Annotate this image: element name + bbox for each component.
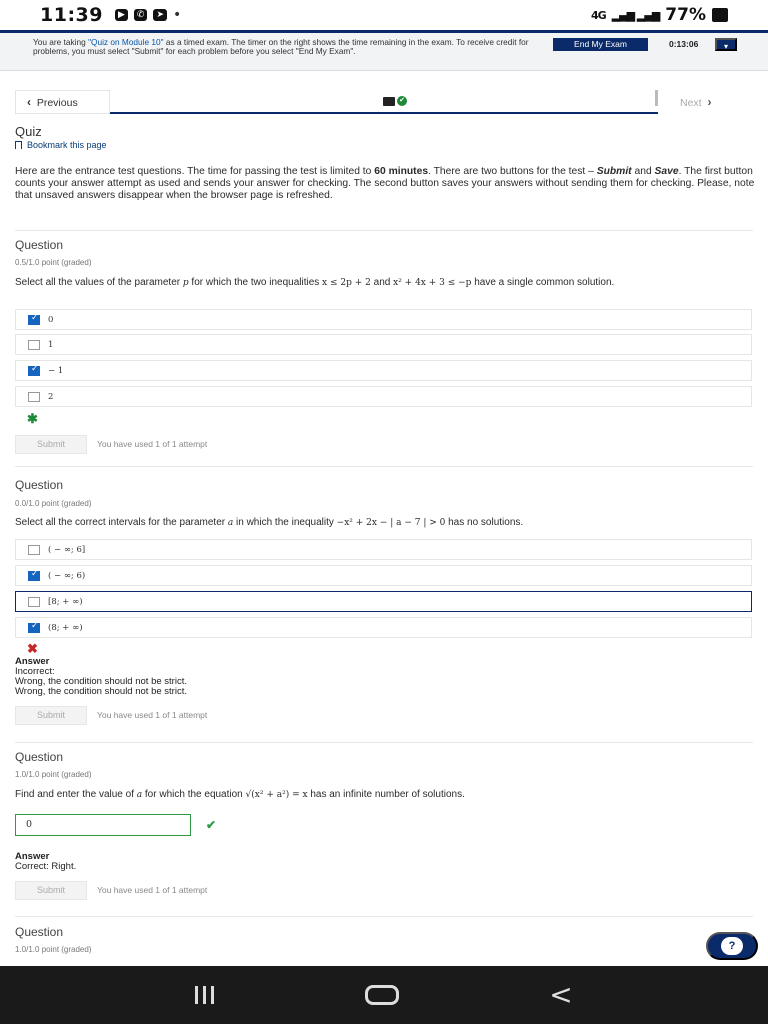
timed-exam-message — [33, 38, 538, 55]
sequence-tab-active[interactable] — [110, 88, 658, 114]
correct-check-icon: ✔ — [206, 818, 217, 832]
time-remaining: 0:13:06 — [669, 39, 699, 49]
device-status-bar — [0, 0, 768, 30]
q2-option-2[interactable] — [15, 591, 752, 612]
battery-icon — [712, 8, 728, 22]
q2-option-3[interactable] — [15, 617, 752, 638]
partially-correct-icon: ✱ — [27, 411, 38, 426]
exam-link[interactable]: "Quiz on Module 10" — [88, 37, 164, 47]
question-2-title: Question — [15, 478, 64, 492]
option-label: ( − ∞; 6) — [48, 570, 86, 581]
bookmark-link[interactable] — [15, 140, 107, 150]
sequence-navigation — [15, 88, 753, 114]
message-prefix: You are taking — [33, 37, 89, 47]
checkbox[interactable] — [28, 623, 40, 633]
question-4-points: 1.0/1.0 point (graded) — [15, 945, 92, 954]
option-label: − 1 — [48, 365, 64, 376]
bookmark-icon — [15, 141, 22, 149]
checkbox[interactable] — [28, 545, 40, 555]
divider — [15, 742, 753, 743]
notification-icons — [115, 7, 181, 23]
q1-submit-button[interactable]: Submit — [15, 435, 87, 454]
unit-icons — [383, 96, 407, 106]
divider — [15, 230, 753, 231]
quiz-instructions: Here are the entrance test questions. The time for passing the test is limited to 60 minutes. There are two buttons for the test – Submit and Save. The first button counts your answer attempt as used and sends your answer for checking. The second button saves your answers without sending them for checking. Please, note that unsaved answers disappear when the browser page is refreshed. — [15, 166, 755, 201]
feedback-line: Correct: Right. — [15, 861, 77, 872]
q2-option-1[interactable] — [15, 565, 752, 586]
next-button[interactable] — [668, 90, 753, 114]
checkbox[interactable] — [28, 571, 40, 581]
question-1-title: Question — [15, 238, 64, 252]
dot-icon: • — [173, 7, 182, 23]
recents-icon[interactable] — [195, 986, 214, 1004]
q3-answer-input[interactable]: 0 — [15, 814, 191, 836]
option-label: ( − ∞; 6] — [48, 544, 86, 555]
bookmark-label: Bookmark this page — [27, 140, 107, 150]
answer-label: Answer — [15, 656, 50, 667]
android-navigation-bar — [0, 966, 768, 1024]
feedback-line: Wrong, the condition should not be strict. — [15, 686, 187, 697]
question-4-title: Question — [15, 925, 64, 939]
chevron-right-icon: › — [707, 95, 712, 109]
q1-option-0[interactable] — [15, 309, 752, 330]
help-icon: ? — [721, 937, 743, 955]
option-label: 1 — [48, 339, 54, 350]
question-3-prompt: Find and enter the value of a for which the equation √(x² + a²) = x has an infinite number of solutions. — [15, 789, 465, 800]
q2-attempts: You have used 1 of 1 attempt — [97, 710, 208, 720]
system-indicators — [591, 5, 728, 25]
question-2-points: 0.0/1.0 point (graded) — [15, 499, 92, 508]
checkbox[interactable] — [28, 315, 40, 325]
option-label: 0 — [48, 314, 54, 325]
option-label: 2 — [48, 391, 54, 402]
question-2-prompt: Select all the correct intervals for the parameter a in which the inequality −x² + 2x − | a − 7 | > 0 has no solutions. — [15, 517, 524, 528]
help-button[interactable] — [706, 932, 758, 960]
end-my-exam-button[interactable]: End My Exam — [553, 38, 648, 51]
chevron-left-icon: ‹ — [27, 95, 31, 109]
battery-percent: 77% — [665, 5, 706, 25]
q1-option-3[interactable] — [15, 386, 752, 407]
divider — [15, 466, 753, 467]
back-icon[interactable]: < — [549, 978, 573, 1011]
feedback-line: Wrong, the condition should not be strict. — [15, 676, 187, 687]
q2-answer-feedback — [15, 657, 187, 697]
network-label: 4G — [591, 8, 606, 22]
telegram-icon: ➤ — [153, 9, 167, 21]
q3-answer-feedback — [15, 852, 76, 872]
incorrect-icon: ✖ — [27, 641, 38, 656]
whatsapp-icon: ✆ — [134, 9, 148, 21]
q1-option-1[interactable] — [15, 334, 752, 355]
previous-button[interactable] — [15, 90, 110, 114]
option-label: [8; + ∞) — [48, 596, 83, 607]
page-title: Quiz — [15, 124, 42, 139]
option-label: (8; + ∞) — [48, 622, 83, 633]
timer-toggle-button[interactable]: ▾ — [715, 38, 737, 51]
question-3-points: 1.0/1.0 point (graded) — [15, 770, 92, 779]
complete-check-icon: ✔ — [397, 96, 407, 106]
clock: 11:39 — [40, 4, 103, 26]
timed-exam-bar — [0, 30, 768, 71]
q2-option-0[interactable] — [15, 539, 752, 560]
feedback-line: Incorrect: — [15, 666, 55, 677]
question-1-points: 0.5/1.0 point (graded) — [15, 258, 92, 267]
q3-attempts: You have used 1 of 1 attempt — [97, 885, 208, 895]
checkbox[interactable] — [28, 366, 40, 376]
divider — [15, 916, 753, 917]
signal-icon: ▂▄▆ ▂▄▆ — [611, 8, 660, 22]
checkbox[interactable] — [28, 597, 40, 607]
question-1-prompt: Select all the values of the parameter p for which the two inequalities x ≤ 2p + 2 and x² + 4x + 3 ≤ −p have a single common solution. — [15, 277, 615, 288]
q1-attempts: You have used 1 of 1 attempt — [97, 439, 208, 449]
home-icon[interactable] — [365, 985, 399, 1005]
problem-icon — [383, 97, 395, 106]
sequence-scroll-marker — [655, 90, 658, 106]
previous-label: Previous — [36, 97, 78, 109]
message-suffix: as a timed exam. The timer on the right shows the time remaining in the exam. To receive credit for problems, you must select "Submit" for each problem before you select "End My Exam". — [33, 37, 529, 56]
q1-option-2[interactable] — [15, 360, 752, 381]
next-label: Next — [680, 97, 702, 109]
q3-submit-button[interactable]: Submit — [15, 881, 87, 900]
answer-label: Answer — [15, 851, 50, 862]
q2-submit-button[interactable]: Submit — [15, 706, 87, 725]
checkbox[interactable] — [28, 340, 40, 350]
checkbox[interactable] — [28, 392, 40, 402]
youtube-icon: ▶ — [115, 9, 128, 21]
question-3-title: Question — [15, 750, 64, 764]
